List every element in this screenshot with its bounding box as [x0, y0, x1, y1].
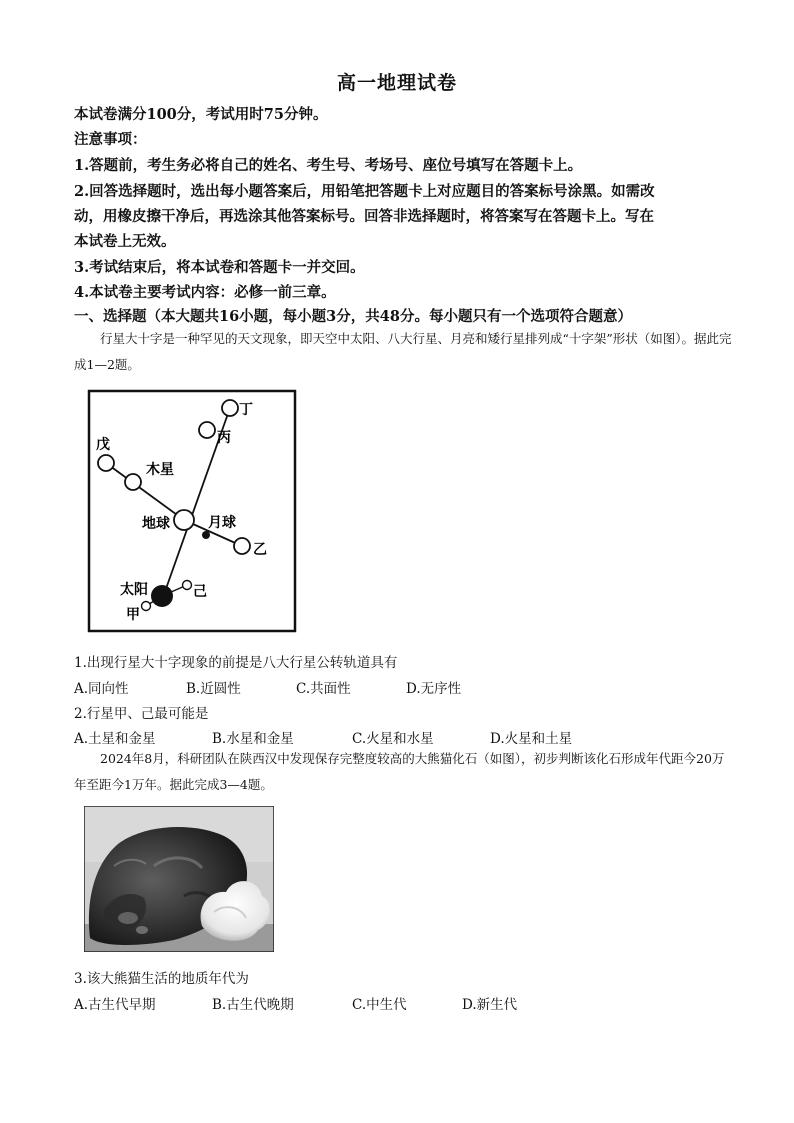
option-b: B.近圆性 — [186, 681, 241, 697]
question-3-options — [74, 993, 734, 1013]
question-1-options — [74, 677, 734, 697]
planet-jia — [142, 602, 151, 611]
grand-cross-diagram — [86, 388, 300, 634]
notice-line: 4.本试卷主要考试内容：必修一前三章。 — [74, 284, 336, 301]
notice-line: 1.答题前，考生务必将自己的姓名、考生号、考场号、座位号填写在答题卡上。 — [74, 157, 583, 174]
notice-line: 3.考试结束后，将本试卷和答题卡一并交回。 — [74, 259, 365, 276]
option-d: D.无序性 — [406, 681, 462, 697]
question-1-stem: 1.出现行星大十字现象的前提是八大行星公转轨道具有 — [74, 655, 398, 671]
label-jia: 甲 — [126, 607, 140, 623]
question-3-stem: 3.该大熊猫生活的地质年代为 — [74, 971, 249, 987]
planet-wu — [98, 455, 114, 471]
label-wu: 戊 — [96, 437, 110, 453]
option-d: D.火星和土星 — [490, 731, 573, 747]
label-ji: 己 — [193, 584, 207, 600]
passage-2: 2024年8月，科研团队在陕西汉中发现保存完整度较高的大熊猫化石（如图），初步判断该化石形成年代距今20万年至距今1万年。据此完成3—4题。 — [74, 751, 725, 792]
label-earth: 地球 — [142, 516, 170, 532]
planet-ding — [222, 400, 238, 416]
option-a: A.同向性 — [74, 681, 129, 697]
question-2-stem: 2.行星甲、己最可能是 — [74, 706, 209, 722]
label-ding: 丁 — [239, 402, 253, 418]
page-title: 高一地理试卷 — [336, 72, 457, 94]
option-a: A.土星和金星 — [74, 731, 156, 747]
sun — [151, 585, 173, 607]
option-c: C.共面性 — [296, 681, 351, 697]
passage-1: 行星大十字是一种罕见的天文现象，即天空中太阳、八大行星、月亮和矮行星排列成“十字架”形状（如图）。据此完成1—2题。 — [74, 331, 732, 372]
intro-text: 本试卷满分100分，考试用时75分钟。 — [74, 106, 328, 123]
notice-line: 本试卷上无效。 — [74, 233, 176, 250]
notice-line: 2.回答选择题时，选出每小题答案后，用铅笔把答题卡上对应题目的答案标号涂黑。如需改 — [74, 183, 655, 200]
label-bing: 丙 — [217, 430, 231, 446]
label-moon: 月球 — [208, 515, 236, 531]
option-a: A.古生代早期 — [74, 997, 156, 1013]
planet-jupiter — [125, 474, 141, 490]
notice-line: 动，用橡皮擦干净后，再选涂其他答案标号。回答非选择题时，将答案写在答题卡上。写在 — [74, 208, 654, 225]
question-2-options — [74, 727, 734, 747]
moon — [202, 531, 210, 539]
label-jupiter: 木星 — [146, 462, 174, 478]
label-sun: 太阳 — [120, 582, 148, 598]
planet-bing — [199, 422, 215, 438]
option-b: B.古生代晚期 — [212, 997, 294, 1013]
label-yi: 乙 — [253, 542, 267, 558]
planet-yi — [234, 538, 250, 554]
planet-ji — [183, 581, 192, 590]
option-d: D.新生代 — [462, 997, 518, 1013]
option-c: C.火星和水星 — [352, 731, 434, 747]
planet-earth — [174, 510, 194, 530]
option-b: B.水星和金星 — [212, 731, 294, 747]
option-c: C.中生代 — [352, 997, 407, 1013]
panda-fossil-photo — [84, 806, 274, 952]
section-heading: 一、选择题（本大题共16小题，每小题3分，共48分。每小题只有一个选项符合题意） — [74, 308, 632, 325]
notice-heading: 注意事项： — [74, 131, 147, 148]
